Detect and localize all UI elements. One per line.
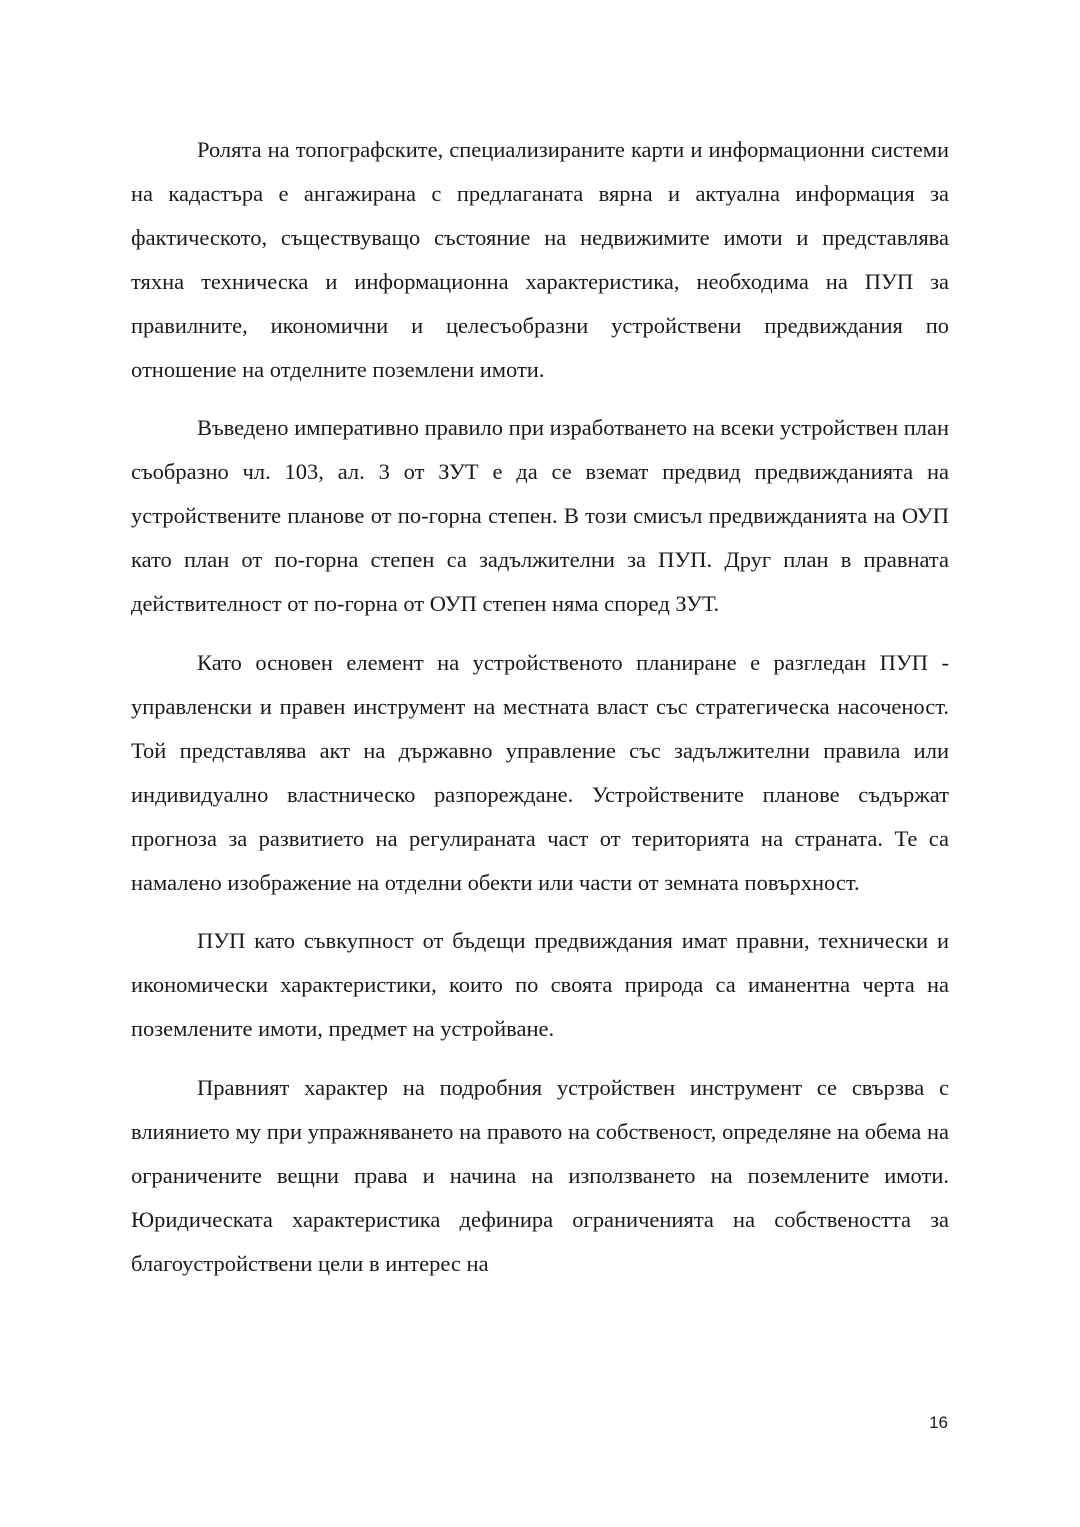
page-number: 16 — [929, 1413, 948, 1432]
paragraph-imperative-rule: Въведено императивно правило при изработването на всеки устройствен план съобразно чл. 103, ал. 3 от ЗУТ е да се вземат предвид предвижданията на устройствените планове от по-горна степен. В този смисъл предвижданията на ОУП като план от по-горна степен са задължителни за ПУП. Друг план в правната действителност от по-горна от ОУП степен няма според ЗУТ. — [131, 415, 949, 617]
paragraph-pup-characteristics: ПУП като съвкупност от бъдещи предвиждания имат правни, технически и икономически характеристики, които по своята природа са иманентна черта на поземлените имоти, предмет на устройване. — [131, 928, 949, 1042]
paragraph-cadastre-role: Ролята на топографските, специализираните карти и информационни системи на кадастъра е ангажирана с предлаганата вярна и актуална информация за фактическото, съществуващо състояние на недвижимите имоти и представлява тяхна техническа и информационна характеристика, необходима на ПУП за правилните, икономични и целесъобразни устройствени предвиждания по отношение на отделните поземлени имоти. — [131, 137, 949, 382]
body-text — [131, 128, 949, 1301]
paragraph-legal-character: Правният характер на подробния устройствен инструмент се свързва с влиянието му при упражняването на правото на собственост, определяне на обема на ограничените вещни права и начина на използването на поземлените имоти. Юридическата характеристика дефинира ограниченията на собствеността за благоустройствени цели в интерес на — [131, 1075, 949, 1276]
paragraph-pup-element: Като основен елемент на устройственото планиране е разгледан ПУП - управленски и правен инструмент на местната власт със стратегическа насоченост. Той представлява акт на държавно управление със задължителни правила или индивидуално властническо разпореждане. Устройствените планове съдържат прогноза за развитието на регулираната част от територията на страната. Те са намалено изображение на отделни обекти или части от земната повърхност. — [131, 649, 949, 895]
